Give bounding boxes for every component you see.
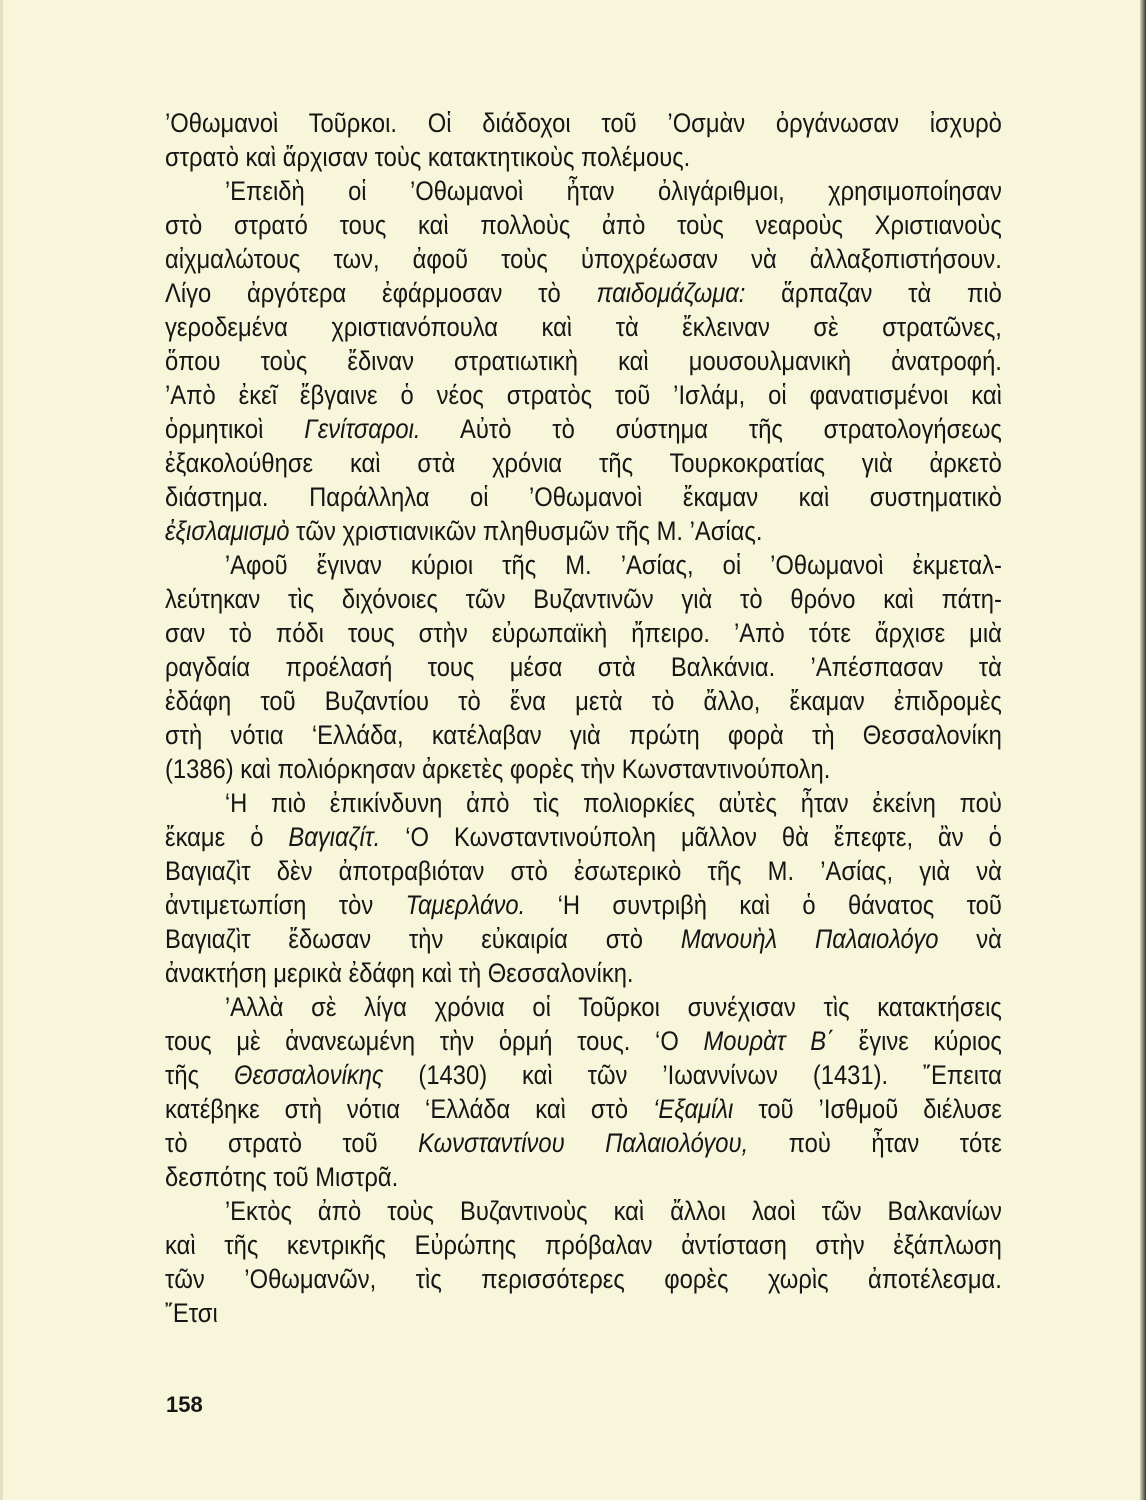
italic-term: Θεσσαλονίκης [233, 1060, 384, 1090]
text-line [165, 1262, 1002, 1296]
text-line [165, 616, 1002, 650]
text-line [165, 548, 1002, 582]
text-line [165, 582, 1002, 616]
text-segment: ἅρπαζαν τὰ πιὸ [745, 278, 1002, 308]
text-segment: (1386) καὶ πολιόρκησαν ἀρκετὲς φορὲς τὴν Κωνσταντινούπολη. [165, 754, 831, 784]
text-segment: ‘Η συντριβὴ καὶ ὁ θάνατος τοῦ [525, 890, 1002, 920]
italic-term: ‘Εξαμίλι [653, 1094, 734, 1124]
text-line [165, 1092, 1002, 1126]
text-segment: τῶν ’Οθωμανῶν, τὶς περισσότερες φορὲς χωρὶς ἀποτέλεσμα. [165, 1264, 1002, 1294]
text-line [165, 650, 1002, 684]
text-segment: Λίγο ἀργότερα ἐφάρμοσαν τὸ [165, 278, 597, 308]
italic-term: παιδομάζωμα: [596, 278, 746, 308]
page-number: 158 [166, 1392, 203, 1417]
text-segment: ραγδαία προέλασή τους μέσα στὰ Βαλκάνια. ’Απέσπασαν τὰ [165, 652, 1002, 682]
text-segment: ἐξακολούθησε καὶ στὰ χρόνια τῆς Τουρκοκρατίας γιὰ ἀρκετὸ [165, 448, 1002, 478]
text-segment: Βαγιαζὶτ δὲν ἀποτραβιόταν στὸ ἐσωτερικὸ τῆς Μ. ’Ασίας, γιὰ νὰ [165, 856, 1002, 886]
text-segment: τὸ στρατὸ τοῦ [165, 1128, 419, 1158]
text-line [165, 1024, 1002, 1058]
text-segment: στὴ νότια ‘Ελλάδα, κατέλαβαν γιὰ πρώτη φορὰ τὴ Θεσσαλονίκη [165, 720, 1002, 750]
text-line [165, 1058, 1002, 1092]
text-segment: τῶν χριστιανικῶν πληθυσμῶν τῆς Μ. ’Ασίας. [289, 516, 763, 546]
text-line [165, 956, 1002, 990]
text-segment: Αὐτὸ τὸ σύστημα τῆς στρατολογήσεως [420, 414, 1002, 444]
text-line [165, 1296, 1002, 1330]
text-line [165, 514, 1002, 548]
text-line [165, 786, 1002, 820]
text-segment: σαν τὸ πόδι τους στὴν εὐρωπαϊκὴ ἤπειρο. ’Απὸ τότε ἄρχισε μιὰ [165, 618, 1002, 648]
text-line [165, 174, 1002, 208]
page-left-edge [0, 0, 3, 1500]
text-segment: στὸ στρατό τους καὶ πολλοὺς ἀπὸ τοὺς νεαροὺς Χριστιανοὺς [165, 210, 1002, 240]
text-line [165, 1160, 1002, 1194]
text-segment: ἀντιμετωπίση τὸν [165, 890, 406, 920]
italic-term: Κωνσταντίνου Παλαιολόγου, [418, 1128, 749, 1158]
italic-term: Βαγιαζίτ. [288, 822, 381, 852]
text-segment: στρατὸ καὶ ἄρχισαν τοὺς κατακτητικοὺς πολέμους. [165, 142, 691, 172]
text-line [165, 208, 1002, 242]
italic-term: Ταμερλάνο. [405, 890, 526, 920]
text-line [165, 276, 1002, 310]
text-segment: αἰχμαλώτους των, ἀφοῦ τοὺς ὑποχρέωσαν νὰ ἀλλαξοπιστήσουν. [165, 244, 1002, 274]
text-line [165, 106, 1002, 140]
text-line [165, 1194, 1002, 1228]
text-line [165, 888, 1002, 922]
italic-term: Μουρὰτ Β΄ [703, 1026, 835, 1056]
page-right-edge [1140, 0, 1146, 1500]
text-segment: τῆς [165, 1060, 234, 1090]
text-line [165, 752, 1002, 786]
italic-term: Μανουὴλ Παλαιολόγο [680, 924, 939, 954]
text-segment: ἔκαμε ὁ [165, 822, 289, 852]
text-segment: (1430) καὶ τῶν ’Ιωαννίνων (1431). ῎Επειτα [383, 1060, 1002, 1090]
text-line [165, 820, 1002, 854]
text-line [165, 854, 1002, 888]
text-line [165, 1126, 1002, 1160]
text-segment: ‘Ο Κωνσταντινούπολη μᾶλλον θὰ ἔπεφτε, ἂν ὁ [380, 822, 1002, 852]
text-segment: ’Αφοῦ ἔγιναν κύριοι τῆς Μ. ’Ασίας, οἱ ’Οθωμανοὶ ἐκμεταλ- [224, 550, 1002, 580]
text-segment: ἐδάφη τοῦ Βυζαντίου τὸ ἕνα μετὰ τὸ ἄλλο, ἔκαμαν ἐπιδρομὲς [165, 686, 1002, 716]
text-segment: γεροδεμένα χριστιανόπουλα καὶ τὰ ἔκλειναν σὲ στρατῶνες, [165, 312, 1002, 342]
text-segment: ὁρμητικοὶ [165, 414, 305, 444]
text-line [165, 140, 1002, 174]
text-segment: ποὺ ἦταν τότε [748, 1128, 1002, 1158]
text-segment: ’Οθωμανοὶ Τοῦρκοι. Οἱ διάδοχοι τοῦ ’Οσμὰν ὀργάνωσαν ἰσχυρὸ [165, 108, 1002, 138]
italic-term: Γενίτσαροι. [304, 414, 421, 444]
text-segment: ὅπου τοὺς ἔδιναν στρατιωτικὴ καὶ μουσουλμανικὴ ἀνατροφή. [165, 346, 1002, 376]
text-segment: καὶ τῆς κεντρικῆς Εὐρώπης πρόβαλαν ἀντίσταση στὴν ἐξάπλωση [165, 1230, 1002, 1260]
text-segment: διάστημα. Παράλληλα οἱ ’Οθωμανοὶ ἔκαμαν καὶ συστηματικὸ [165, 482, 1002, 512]
text-line [165, 684, 1002, 718]
text-line [165, 990, 1002, 1024]
text-line [165, 344, 1002, 378]
text-segment: ’Εκτὸς ἀπὸ τοὺς Βυζαντινοὺς καὶ ἄλλοι λαοὶ τῶν Βαλκανίων [224, 1196, 1002, 1226]
text-segment: τοῦ ’Ισθμοῦ διέλυσε [733, 1094, 1002, 1124]
text-line [165, 446, 1002, 480]
text-segment: τους μὲ ἀνανεωμένη τὴν ὁρμή τους. ‘Ο [165, 1026, 704, 1056]
text-segment: ‘Η πιὸ ἐπικίνδυνη ἀπὸ τὶς πολιορκίες αὐτὲς ἦταν ἐκείνη ποὺ [224, 788, 1002, 818]
text-segment: ’Απὸ ἐκεῖ ἔβγαινε ὁ νέος στρατὸς τοῦ ’Ισλάμ, οἱ φανατισμένοι καὶ [165, 380, 1002, 410]
text-line [165, 310, 1002, 344]
text-segment: ἀνακτήση μερικὰ ἐδάφη καὶ τὴ Θεσσαλονίκη. [165, 958, 634, 988]
text-segment: ῎Ετσι [165, 1298, 218, 1328]
text-line [165, 378, 1002, 412]
text-line [165, 1228, 1002, 1262]
text-line [165, 718, 1002, 752]
text-segment: ’Αλλὰ σὲ λίγα χρόνια οἱ Τοῦρκοι συνέχισαν τὶς κατακτήσεις [224, 992, 1002, 1022]
text-line [165, 242, 1002, 276]
text-segment: κατέβηκε στὴ νότια ‘Ελλάδα καὶ στὸ [165, 1094, 654, 1124]
text-line [165, 412, 1002, 446]
text-segment: ἔγινε κύριος [834, 1026, 1002, 1056]
text-segment: Βαγιαζὶτ ἔδωσαν τὴν εὐκαιρία στὸ [165, 924, 681, 954]
text-segment: ’Επειδὴ οἱ ’Οθωμανοὶ ἦταν ὀλιγάριθμοι, χρησιμοποίησαν [224, 176, 1002, 206]
text-segment: νὰ [938, 924, 1002, 954]
text-segment: λεύτηκαν τὶς διχόνοιες τῶν Βυζαντινῶν γιὰ τὸ θρόνο καὶ πάτη- [165, 584, 1002, 614]
italic-term: ἐξισλαμισμὸ [165, 516, 290, 546]
text-line [165, 480, 1002, 514]
text-line [165, 922, 1002, 956]
text-segment: δεσπότης τοῦ Μιστρᾶ. [165, 1162, 399, 1192]
